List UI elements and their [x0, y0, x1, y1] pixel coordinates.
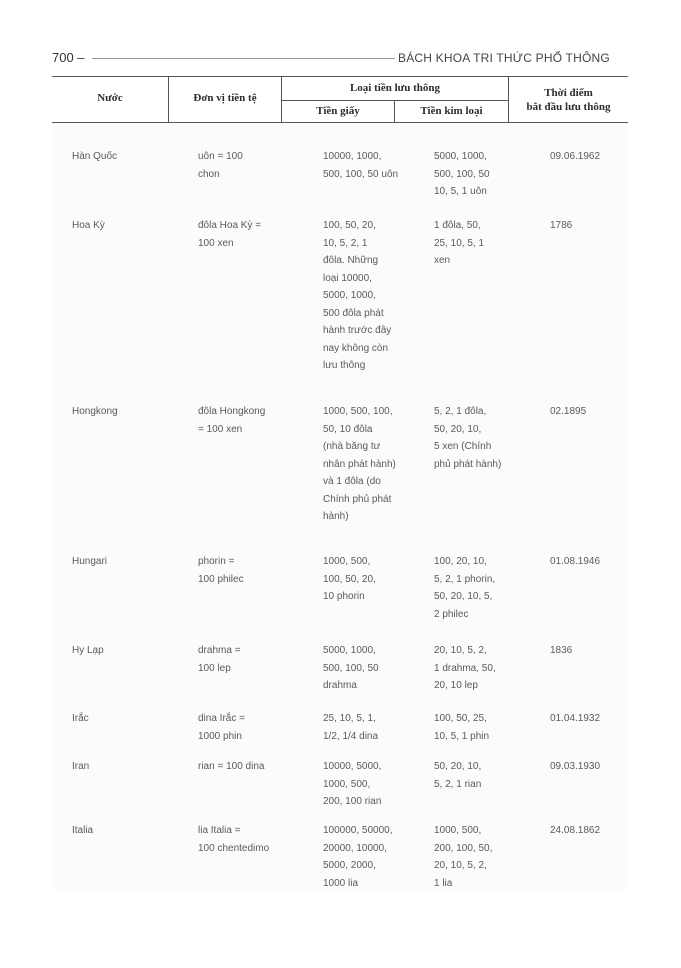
cell-paper: 10000, 5000, 1000, 500, 200, 100 rian	[323, 761, 382, 807]
header-rule	[92, 58, 395, 59]
cell-paper: 100, 50, 20, 10, 5, 2, 1 đôla. Những loại 10000, 5000, 1000, 500 đôla phát hành trước đây nay không còn lưu thông	[323, 220, 392, 371]
table-header	[52, 76, 628, 123]
cell-paper: 1000, 500, 100, 50, 10 đôla (nhà băng tư nhân phát hành) và 1 đôla (do Chính phủ phát hành)	[323, 406, 396, 522]
cell-unit: đôla Hoa Kỳ = 100 xen	[198, 220, 262, 249]
col-header-start-line2: bắt đầu lưu thông	[526, 101, 611, 113]
cell-start-date: 01.04.1932	[550, 713, 601, 724]
cell-unit: drahma = 100 lep	[198, 645, 241, 674]
cell-unit: lia Italia = 100 chentedimo	[198, 825, 270, 854]
col-header-paper: Tiền giấy	[316, 105, 360, 117]
cell-coin: 5000, 1000, 500, 100, 50 10, 5, 1 uôn	[434, 151, 490, 197]
cell-paper: 25, 10, 5, 1, 1/2, 1/4 dina	[323, 713, 379, 742]
cell-country: Italia	[72, 825, 94, 836]
cell-coin: 20, 10, 5, 2, 1 drahma, 50, 20, 10 lep	[434, 645, 496, 691]
cell-start-date: 02.1895	[550, 406, 587, 417]
cell-coin: 50, 20, 10, 5, 2, 1 rian	[434, 761, 482, 790]
header-divider	[508, 76, 509, 123]
currency-table	[52, 76, 628, 890]
cell-country: Irắc	[72, 713, 89, 724]
cell-country: Hy Lạp	[72, 645, 104, 656]
col-header-unit: Đơn vị tiền tệ	[193, 92, 257, 104]
cell-unit: đôla Hongkong = 100 xen	[198, 406, 266, 435]
cell-country: Hongkong	[72, 406, 118, 417]
cell-coin: 100, 50, 25, 10, 5, 1 phin	[434, 713, 490, 742]
cell-start-date: 09.06.1962	[550, 151, 601, 162]
cell-paper: 1000, 500, 100, 50, 20, 10 phorin	[323, 556, 376, 602]
cell-coin: 1000, 500, 200, 100, 50, 20, 10, 5, 2, 1 lia	[434, 825, 493, 889]
cell-unit: phorin = 100 philec	[198, 556, 244, 585]
cell-start-date: 09.03.1930	[550, 761, 601, 772]
cell-start-date: 1786	[550, 220, 573, 231]
running-title: BÁCH KHOA TRI THỨC PHỔ THÔNG	[398, 51, 610, 65]
cell-unit: rian = 100 dina	[198, 761, 265, 772]
cell-coin: 100, 20, 10, 5, 2, 1 phorin, 50, 20, 10, 5, 2 philec	[434, 556, 496, 620]
header-top-rule	[52, 76, 628, 77]
col-header-country: Nước	[97, 92, 123, 104]
col-header-start-line1: Thời điểm	[544, 87, 593, 99]
cell-country: Iran	[72, 761, 90, 772]
cell-country: Hàn Quốc	[72, 151, 118, 162]
cell-start-date: 01.08.1946	[550, 556, 601, 567]
page-number: 700 –	[52, 50, 85, 65]
cell-unit: uôn = 100 chon	[198, 151, 243, 180]
cell-unit: dina Irắc = 1000 phin	[198, 713, 245, 742]
col-header-coin: Tiền kim loại	[420, 105, 483, 117]
col-header-currency-type: Loại tiền lưu thông	[349, 82, 441, 94]
cell-coin: 5, 2, 1 đôla, 50, 20, 10, 5 xen (Chính phủ phát hành)	[434, 406, 502, 470]
cell-paper: 100000, 50000, 20000, 10000, 5000, 2000, 1000 lia	[323, 825, 393, 889]
cell-paper: 10000, 1000, 500, 100, 50 uôn	[323, 151, 399, 180]
cell-paper: 5000, 1000, 500, 100, 50 drahma	[323, 645, 379, 691]
cell-country: Hungari	[72, 556, 108, 567]
cell-start-date: 24.08.1862	[550, 825, 601, 836]
cell-coin: 1 đôla, 50, 25, 10, 5, 1 xen	[434, 220, 485, 266]
header-bottom-rule	[52, 122, 628, 123]
cell-start-date: 1836	[550, 645, 573, 656]
cell-country: Hoa Kỳ	[72, 220, 105, 231]
